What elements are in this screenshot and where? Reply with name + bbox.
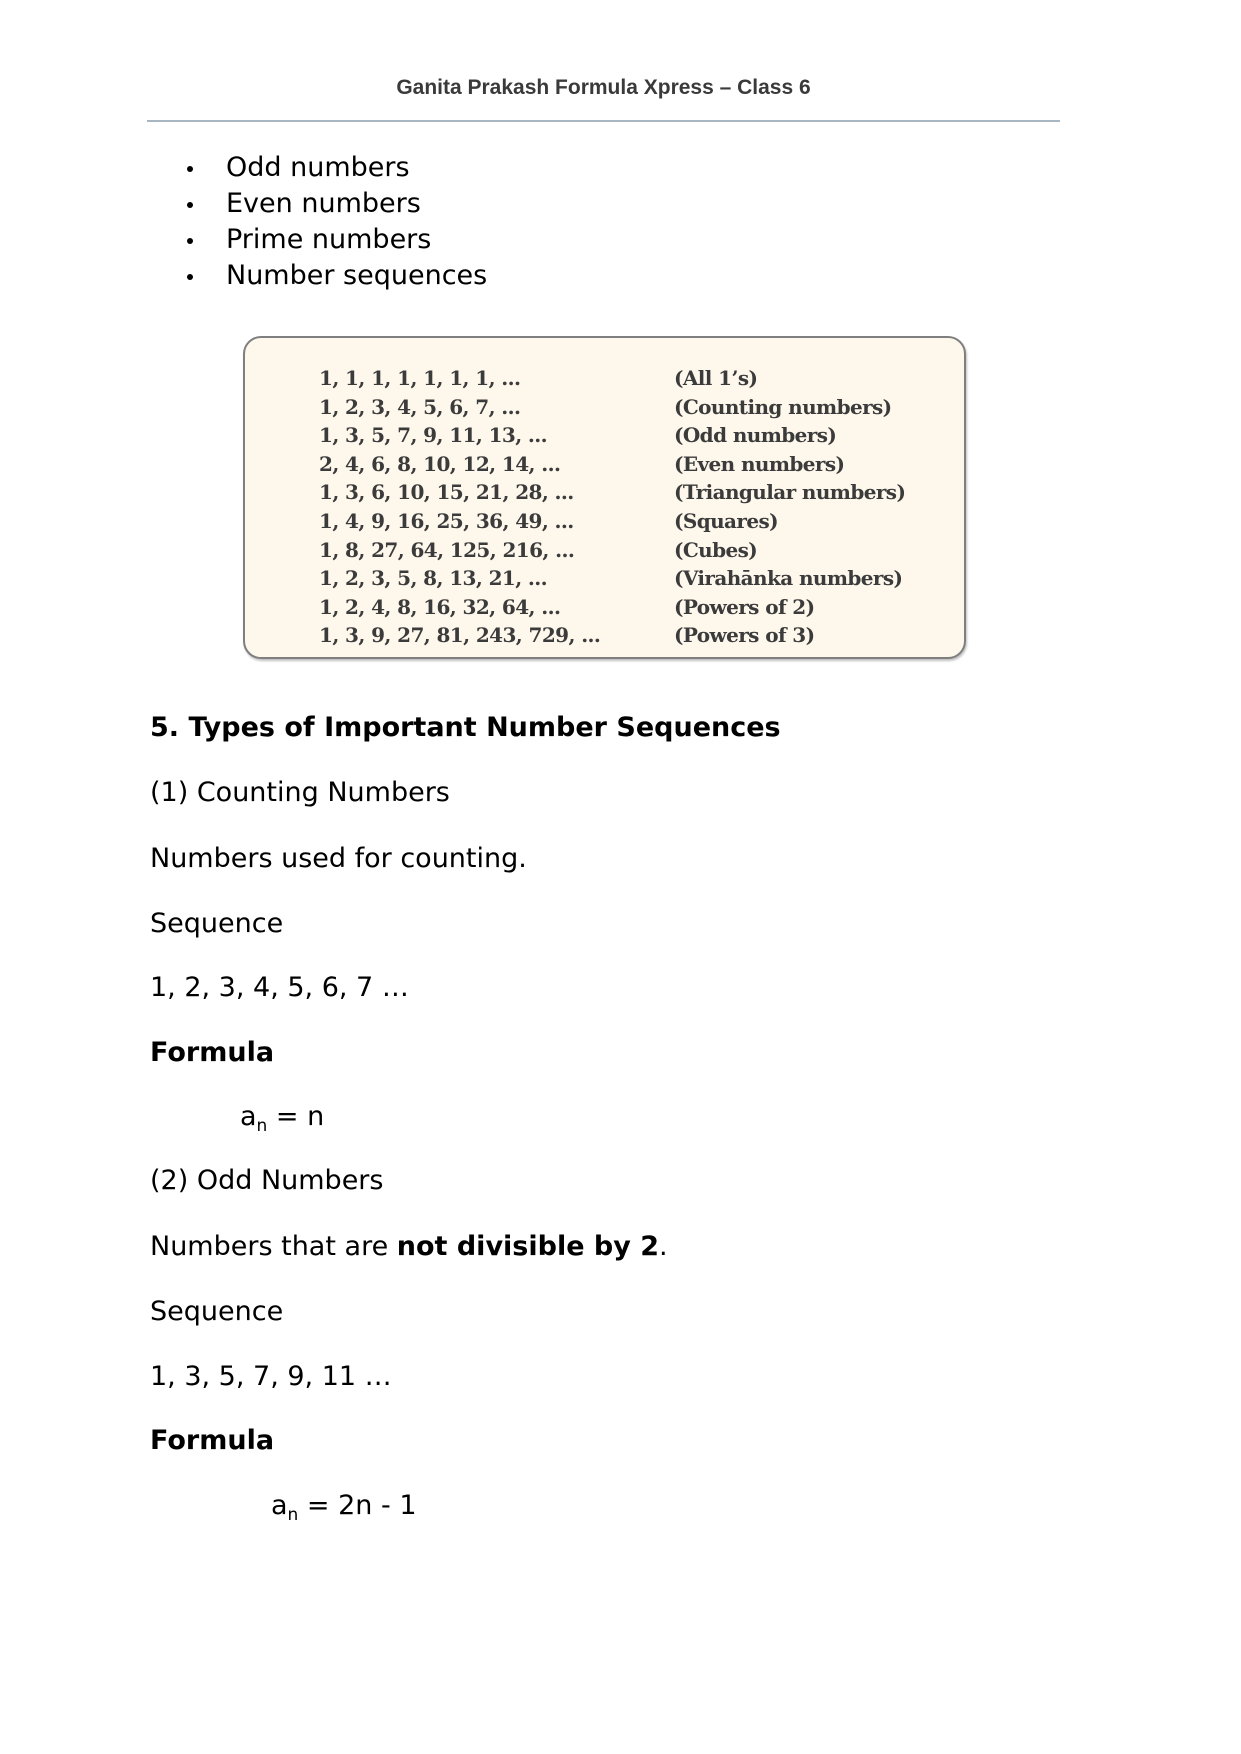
- sequence-label: (Even numbers): [674, 451, 845, 476]
- sequence-row: [319, 395, 959, 424]
- odd-formula: $a_n = 2n - 1$: [271, 1490, 417, 1525]
- header-divider: [147, 120, 1060, 122]
- sequence-row: [319, 452, 959, 481]
- bullet-item: Prime numbers: [187, 222, 487, 258]
- odd-sequence: 1, 3, 5, 7, 9, 11 …: [150, 1361, 392, 1392]
- counting-description: Numbers used for counting.: [150, 843, 527, 874]
- counting-sequence-label: Sequence: [150, 908, 284, 939]
- sequence-row: [319, 480, 959, 509]
- sequence-label: (All 1’s): [674, 366, 758, 390]
- page-header-title: Ganita Prakash Formula Xpress – Class 6: [396, 76, 811, 99]
- sequence-label: (Squares): [674, 509, 778, 533]
- bullet-icon: [187, 238, 193, 244]
- subsection-title-odd: (2) Odd Numbers: [150, 1165, 384, 1196]
- sequence-label: (Cubes): [674, 537, 758, 562]
- sequence-values: 1, 3, 5, 7, 9, 11, 13, ...: [319, 423, 548, 447]
- sequence-values: 1, 3, 6, 10, 15, 21, 28, ...: [319, 480, 574, 504]
- sequence-label: (Powers of 3): [674, 623, 815, 647]
- sequence-row: [319, 595, 959, 624]
- odd-formula-label: Formula: [150, 1425, 275, 1456]
- sequence-row: [319, 509, 959, 538]
- sequence-values: 1, 8, 27, 64, 125, 216, ...: [319, 537, 575, 562]
- sequence-row: [319, 423, 959, 452]
- counting-sequence: 1, 2, 3, 4, 5, 6, 7 …: [150, 972, 409, 1003]
- odd-description: Numbers that are not divisible by 2.: [150, 1231, 668, 1262]
- bullet-item: Even numbers: [187, 186, 487, 222]
- sequence-values: 2, 4, 6, 8, 10, 12, 14, ...: [319, 451, 561, 476]
- sequence-label: (Triangular numbers): [674, 480, 906, 504]
- counting-formula-label: Formula: [150, 1037, 275, 1068]
- sequence-values: 1, 2, 3, 5, 8, 13, 21, ...: [319, 566, 548, 590]
- sequence-row: [319, 566, 959, 595]
- bullet-icon: [187, 202, 193, 208]
- bullet-item: Number sequences: [187, 258, 487, 294]
- sequence-values: 1, 2, 3, 4, 5, 6, 7, ...: [319, 394, 521, 419]
- sequence-values: 1, 4, 9, 16, 25, 36, 49, ...: [319, 509, 574, 533]
- sequence-row: [319, 366, 959, 395]
- sequence-label: (Powers of 2): [674, 594, 815, 619]
- sequence-row: [319, 623, 959, 652]
- section-heading: 5. Types of Important Number Sequences: [150, 712, 781, 743]
- sequence-row: [319, 538, 959, 567]
- bullet-item: Odd numbers: [187, 150, 487, 186]
- bullet-icon: [187, 274, 193, 280]
- bullet-icon: [187, 166, 193, 172]
- sequence-values: 1, 1, 1, 1, 1, 1, 1, ...: [319, 366, 521, 390]
- topic-bullet-list: [187, 150, 487, 294]
- sequence-table-box: [243, 336, 966, 659]
- odd-sequence-label: Sequence: [150, 1296, 284, 1327]
- sequence-values: 1, 3, 9, 27, 81, 243, 729, ...: [319, 623, 601, 647]
- sequence-label: (Odd numbers): [674, 423, 837, 447]
- sequence-label: (Virahānka numbers): [674, 566, 903, 590]
- subsection-title-counting: (1) Counting Numbers: [150, 777, 450, 808]
- sequence-label: (Counting numbers): [674, 394, 892, 419]
- counting-formula: $a_n = n$: [240, 1101, 325, 1136]
- sequence-values: 1, 2, 4, 8, 16, 32, 64, ...: [319, 594, 561, 619]
